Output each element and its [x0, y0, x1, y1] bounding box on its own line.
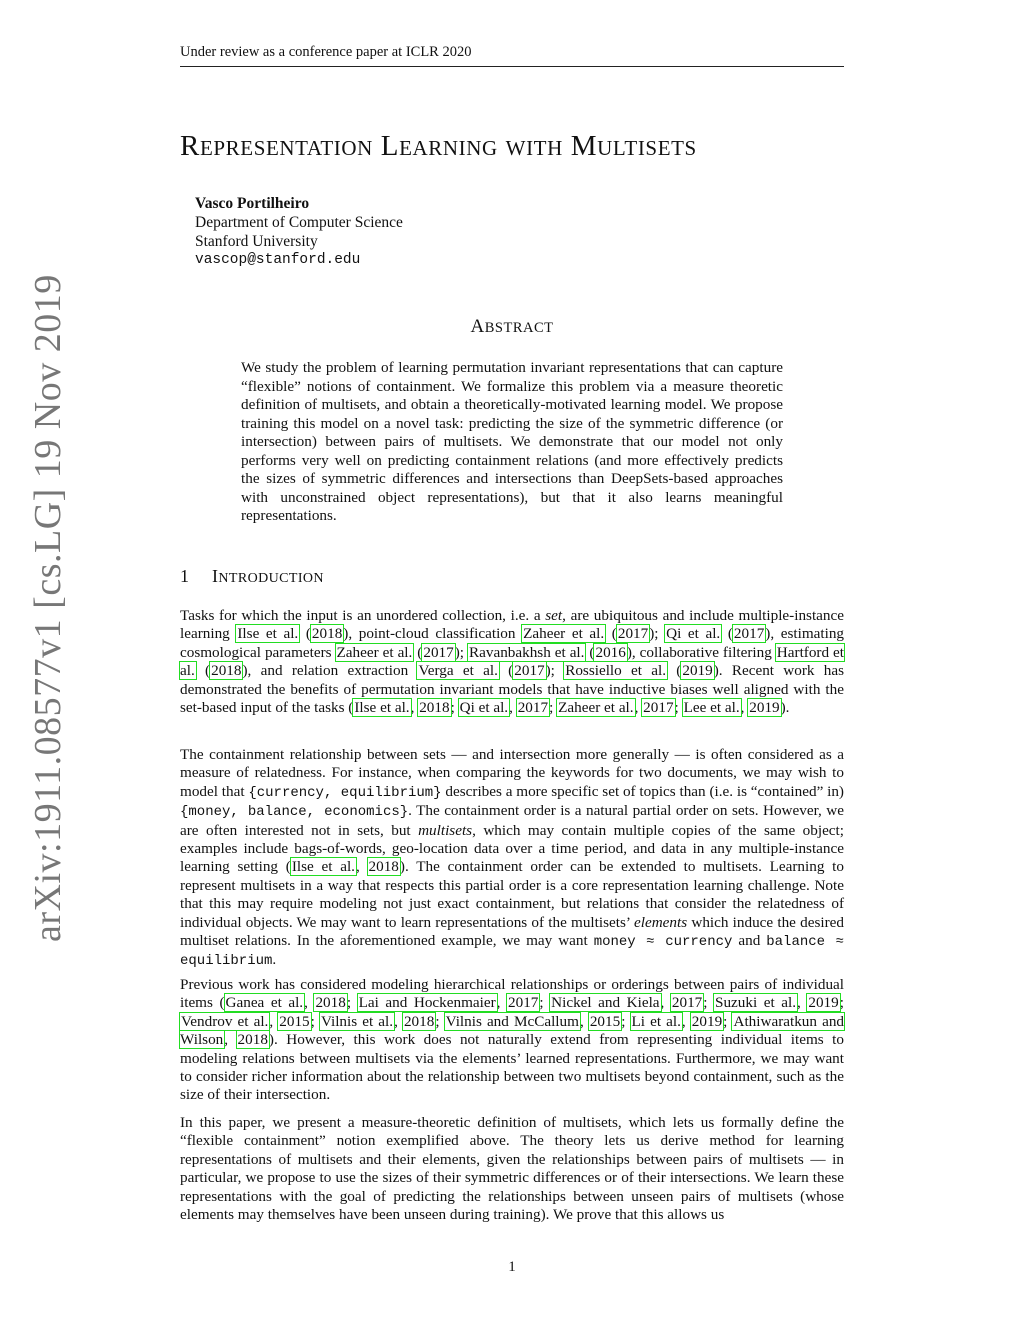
citation-link[interactable]: Ganea et al. — [225, 994, 304, 1012]
citation-link[interactable]: Vilnis et al. — [320, 1012, 394, 1030]
math-expression: balance ≈ equilibrium — [180, 934, 845, 970]
citation-link[interactable]: 2018 — [311, 625, 343, 643]
citation-link[interactable]: 2017 — [423, 643, 454, 661]
citation-link[interactable]: 2017 — [643, 699, 674, 717]
intro-paragraph-2: The containment relationship between sets — and intersection more generally — is often considered as a measure of relatedness. For instance, when comparing the keywords for two documents, we may wish to model that {currency, equilibrium} describes a more specific set of topics than (i.e. is “contained” in) {money, balance, economics}. The containment order is a natural partial order on sets. However, we are often interested not in sets, but multisets, which may contain multiple copies of the same object; examples include bags-of-words, geo-location data over a time period, and data in any multiple-instance learning setting (Ilse et al., 2018). The containment order can be extended to multisets. Learning to represent multisets in a way that respects this partial order is a core representation learning challenge. Note that this may require modeling not just exact containment, but relations that consider the relatedness of individual objects. We may want to learn representations of the multisets’ elements which induce the desired multiset relations. In the aforementioned example, we may want money ≈ currency and balance ≈ equilibrium. — [180, 746, 845, 970]
author-university: Stanford University — [195, 233, 318, 250]
citation-link[interactable]: 2019 — [682, 662, 713, 680]
citation-link[interactable]: 2018 — [403, 1012, 435, 1030]
author-department: Department of Computer Science — [195, 214, 403, 231]
citation-link[interactable]: Qi et al. — [459, 699, 509, 717]
citation-link[interactable]: 2019 — [749, 699, 780, 717]
citation-link[interactable]: Vilnis and McCallum — [445, 1012, 579, 1030]
citation-link[interactable]: 2018 — [419, 699, 450, 717]
citation-link[interactable]: Zaheer et al. — [558, 699, 634, 717]
citation-link[interactable]: 2015 — [279, 1012, 310, 1030]
citation-link[interactable]: 2017 — [733, 625, 765, 643]
citation-link[interactable]: Lee et al. — [683, 699, 740, 717]
citation-link[interactable]: Ilse et al. — [291, 858, 355, 876]
author-name: Vasco Portilheiro — [195, 195, 310, 212]
section-heading-introduction: 1 INTRODUCTION — [180, 566, 324, 586]
citation-link[interactable]: Ilse et al. — [354, 699, 410, 717]
citation-link[interactable]: Li et al. — [631, 1012, 681, 1030]
citation-link[interactable]: 2018 — [211, 662, 242, 680]
intro-paragraph-3: Previous work has considered modeling hierarchical relationships or orderings between pairs of individual items (Ganea et al., 2018; Lai and Hockenmaier, 2017; Nickel and Kiela, 2017; Suzuki et al., 2019; Vendrov et al., 2015; Vilnis et al., 2018; Vilnis and McCallum, 2015; Li et al., 2019; Athiwaratkun and Wilson, 2018). However, this work does not naturally extend from representing individual items to modeling relations between multisets via the elements’ learned representations. Furthermore, we may want to consider richer information about the relationship between two multisets beyond containment, such as the size of their intersection. — [180, 976, 845, 1104]
citation-link[interactable]: Athiwaratkun and Wilson — [180, 1012, 845, 1049]
citation-link[interactable]: Hartford et al. — [180, 643, 845, 680]
citation-link[interactable]: Zaheer et al. — [336, 643, 413, 661]
math-expression: money ≈ currency — [593, 934, 733, 951]
citation-link[interactable]: Qi et al. — [666, 625, 721, 643]
citation-link[interactable]: Lai and Hockenmaier — [358, 994, 496, 1012]
citation-link[interactable]: 2018 — [237, 1031, 268, 1049]
citation-link[interactable]: 2017 — [514, 662, 545, 680]
intro-paragraph-4: In this paper, we present a measure-theoretic definition of multisets, which lets us formally define the “flexible containment” notion exemplified above. The theory lets us derive method for learning representations of multisets and their elements, given the relationships between pairs of multisets — in particular, we propose to use the sizes of their symmetric differences or of their intersections. We learn these representations with the goal of predicting the relationships between unseen pairs of multisets (whose elements may themselves have been unseen during training). We prove that this allows us — [180, 1114, 844, 1224]
arxiv-stamp: arXiv:1911.08577v1 [cs.LG] 19 Nov 2019 — [27, 274, 69, 942]
math-set: {money, balance, economics} — [180, 804, 409, 821]
citation-link[interactable]: Ravanbakhsh et al. — [468, 643, 585, 661]
page-number: 1 — [508, 1259, 516, 1275]
math-set: {currency, equilibrium} — [248, 784, 442, 801]
citation-link[interactable]: Vendrov et al. — [181, 1012, 269, 1030]
citation-link[interactable]: 2016 — [595, 643, 626, 661]
citation-link[interactable]: 2018 — [368, 858, 399, 876]
citation-link[interactable]: 2019 — [691, 1012, 723, 1030]
abstract-heading: ABSTRACT — [470, 316, 554, 337]
citation-link[interactable]: Rossiello et al. — [565, 662, 666, 680]
citation-link[interactable]: 2018 — [315, 994, 346, 1012]
abstract-text: We study the problem of learning permutation invariant representations that can capture “flexible” notions of containment. We formalize this problem via a measure theoretic definition of multisets, and obtain a theoretically-motivated learning model. We propose training this model on a novel task: predicting the size of the symmetric difference (or intersection) between pairs of multisets. We demonstrate that our model not only performs very well on predicting containment relations (and more effectively predicts the sizes of symmetric differences and intersections than DeepSets-based approaches with unconstrained object representations), but that it also learns meaningful representations. — [241, 359, 783, 525]
intro-paragraph-1: Tasks for which the input is an unordered collection, i.e. a set, are ubiquitous and include multiple-instance learning Ilse et al. (2018), point-cloud classification Zaheer et al. (2017); Qi et al. (2017), estimating cosmological parameters Zaheer et al. (2017); Ravanbakhsh et al. (2016), collaborative filtering Hartford et al. (2018), and relation extraction Verga et al. (2017); Rossiello et al. (2019). Recent work has demonstrated the benefits of permutation invariant models that have inductive biases well aligned with the set-based input of the tasks (Ilse et al., 2018; Qi et al., 2017; Zaheer et al., 2017; Lee et al., 2019). — [180, 607, 845, 717]
citation-link[interactable]: Nickel and Kiela — [551, 994, 660, 1012]
citation-link[interactable]: 2019 — [808, 994, 839, 1012]
citation-link[interactable]: 2017 — [508, 994, 539, 1012]
citation-link[interactable]: 2015 — [589, 1012, 621, 1030]
citation-link[interactable]: Verga et al. — [418, 662, 498, 680]
citation-link[interactable]: 2017 — [617, 625, 649, 643]
author-email[interactable]: vascop@stanford.edu — [195, 252, 361, 268]
running-header: Under review as a conference paper at ICLR 2020 — [180, 44, 844, 67]
citation-link[interactable]: 2017 — [671, 994, 703, 1012]
citation-link[interactable]: 2017 — [517, 699, 549, 717]
citation-link[interactable]: Zaheer et al. — [523, 625, 605, 643]
citation-link[interactable]: Suzuki et al. — [715, 994, 797, 1012]
citation-link[interactable]: Ilse et al. — [237, 625, 299, 643]
author-block — [195, 194, 403, 270]
paper-title: REPRESENTATION LEARNING WITH MULTISETS — [180, 130, 697, 162]
